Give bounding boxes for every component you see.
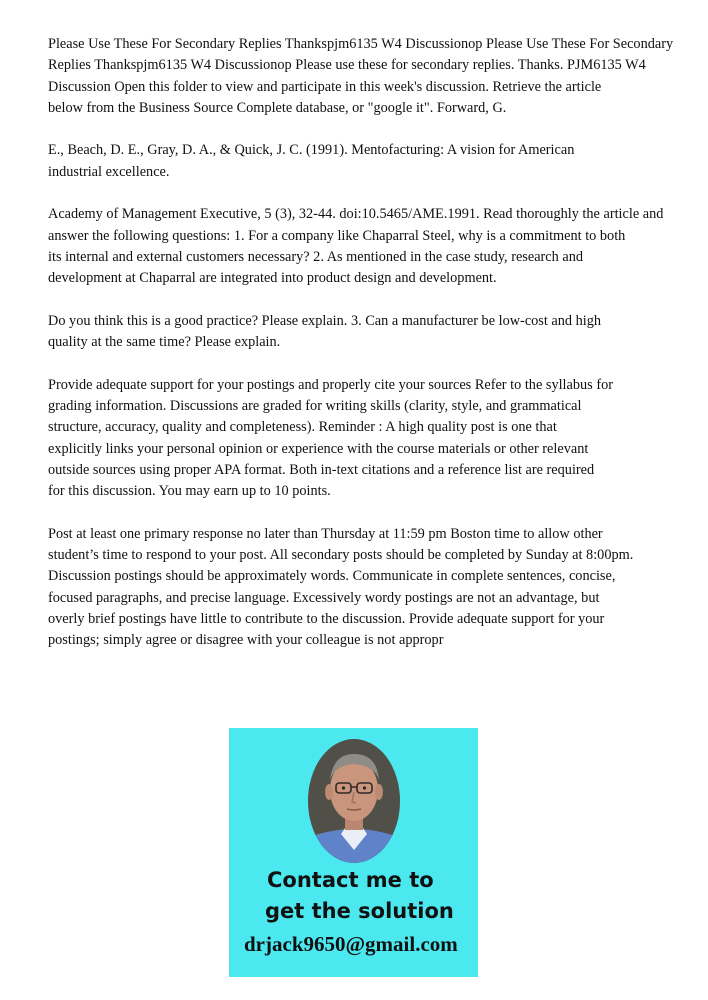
text-line: postings; simply agree or disagree with your colleague is not appropr: [48, 632, 444, 649]
contact-email-link[interactable]: drjack9650@gmail.com: [244, 932, 458, 956]
contact-promo-banner[interactable]: [229, 728, 478, 977]
contact-heading-line2: get the solution: [265, 899, 454, 923]
text-line: industrial excellence.: [48, 163, 170, 180]
paragraph-gap: [48, 353, 678, 374]
text-line: answer the following questions: 1. For a company like Chaparral Steel, why is a commitment to both: [48, 227, 626, 244]
paragraph-gap: [48, 290, 678, 311]
text-line: Please Use These For Secondary Replies Thankspjm6135 W4 Discussionop Please Use These For Secondary: [48, 36, 674, 52]
text-line: focused paragraphs, and precise language. Excessively wordy postings are not an advantage, but: [48, 589, 600, 606]
paragraph: [48, 204, 678, 289]
contact-heading-line1: Contact me to: [267, 868, 434, 892]
text-line: overly brief postings have little to contribute to the discussion. Provide adequate support for your: [48, 611, 605, 628]
paragraph-gap: [48, 503, 678, 524]
text-line: Discussion Open this folder to view and participate in this week's discussion. Retrieve the article: [48, 78, 602, 95]
text-line: Academy of Management Executive, 5 (3), 32-44. doi:10.5465/AME.1991. Read thoroughly the article and: [48, 206, 664, 223]
text-line: for this discussion. You may earn up to 10 points.: [48, 483, 331, 500]
paragraph: [48, 34, 678, 119]
text-line: Do you think this is a good practice? Please explain. 3. Can a manufacturer be low-cost and high: [48, 312, 602, 329]
text-line: E., Beach, D. E., Gray, D. A., & Quick, J. C. (1991). Mentofacturing: A vision for American: [48, 142, 575, 159]
paragraph: [48, 140, 678, 183]
text-line: grading information. Discussions are graded for writing skills (clarity, style, and grammatical: [48, 398, 582, 415]
paragraph: [48, 311, 678, 354]
paragraph: [48, 375, 678, 503]
document-body: [48, 34, 678, 652]
text-line: development at Chaparral are integrated into product design and development.: [48, 270, 497, 287]
portrait-photo: [307, 738, 401, 864]
text-line: Provide adequate support for your postings and properly cite your sources Refer to the syllabus for: [48, 376, 613, 393]
text-line: outside sources using proper APA format. Both in-text citations and a reference list are required: [48, 461, 595, 478]
text-line: its internal and external customers necessary? 2. As mentioned in the case study, research and: [48, 248, 584, 265]
text-line: structure, accuracy, quality and completeness). Reminder : A high quality post is one that: [48, 419, 557, 436]
text-line: Post at least one primary response no later than Thursday at 11:59 pm Boston time to allow other: [48, 525, 603, 542]
text-line: quality at the same time? Please explain.: [48, 334, 281, 351]
paragraph: [48, 524, 678, 652]
paragraph-gap: [48, 119, 678, 140]
paragraph-gap: [48, 183, 678, 204]
text-line: Replies Thankspjm6135 W4 Discussionop Please use these for secondary replies. Thanks. PJM6135 W4: [48, 57, 646, 74]
text-line: below from the Business Source Complete database, or "google it". Forward, G.: [48, 99, 507, 116]
text-line: student’s time to respond to your post. All secondary posts should be completed by Sunday at 8:00pm.: [48, 547, 634, 564]
text-line: Discussion postings should be approximately words. Communicate in complete sentences, concise,: [48, 568, 616, 585]
text-line: explicitly links your personal opinion or experience with the course materials or other relevant: [48, 440, 589, 457]
